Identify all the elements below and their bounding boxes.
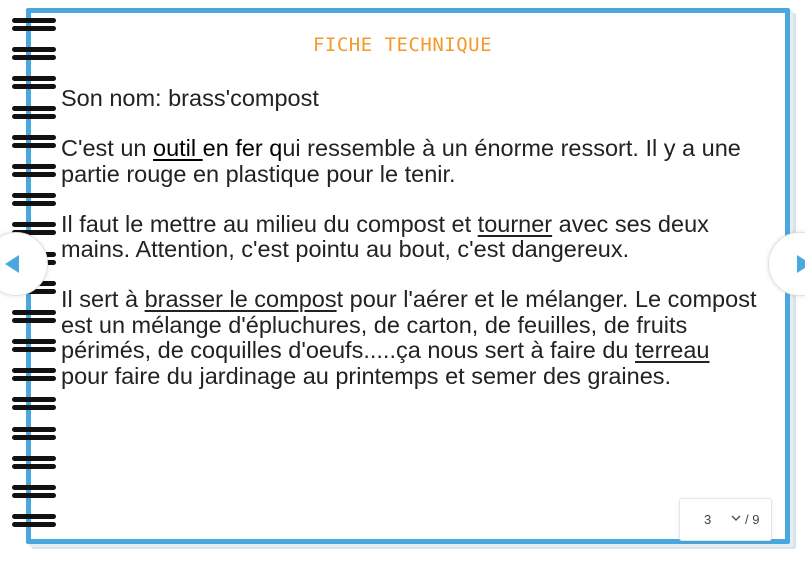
arrow-right-icon xyxy=(795,254,805,274)
paragraph-name: Son nom: brass'compost xyxy=(61,85,319,111)
spiral-ring xyxy=(8,339,56,368)
text-segment: en fer q xyxy=(202,135,283,161)
text-segment: Il faut le mettre au milieu du compost et xyxy=(61,210,478,237)
chevron-down-icon[interactable] xyxy=(730,512,742,524)
spiral-ring xyxy=(8,310,56,339)
total-pages: / 9 xyxy=(745,512,760,527)
spiral-ring xyxy=(8,106,56,135)
text-segment: t pour l'aérer et le mélanger. Le compost est un mélange d'épluchures, de carton, de feuilles, de fruits périmés, de coquilles d'oeufs.....ça nous sert à faire du xyxy=(61,286,757,363)
underlined-word: brasser le compos xyxy=(144,286,337,312)
spiral-ring xyxy=(8,164,56,193)
underlined-word: tourner xyxy=(477,210,553,237)
spiral-ring xyxy=(8,368,56,397)
spiral-ring xyxy=(8,135,56,164)
spiral-ring xyxy=(8,397,56,426)
current-page-number[interactable]: 3 xyxy=(704,512,712,527)
underlined-word: terreau xyxy=(635,337,710,363)
text-segment: Il sert à xyxy=(61,286,145,312)
text-segment: C'est un xyxy=(61,135,154,161)
arrow-left-icon xyxy=(3,254,21,274)
paragraph-description xyxy=(61,136,761,187)
underlined-word: outil xyxy=(153,135,203,161)
spiral-ring xyxy=(8,76,56,105)
text-segment: pour faire du jardinage au printemps et semer des graines. xyxy=(61,362,672,389)
page-content xyxy=(61,86,761,414)
paragraph-usage xyxy=(61,212,761,263)
spiral-ring xyxy=(8,514,56,543)
page-selector[interactable] xyxy=(679,498,772,541)
spiral-ring xyxy=(8,193,56,222)
spiral-ring xyxy=(8,456,56,485)
spiral-ring xyxy=(8,427,56,456)
text-segment: ui ressemble à un énorme ressort. Il y a une partie rouge en plastique pour le tenir. xyxy=(61,135,741,187)
page-title: FICHE TECHNIQUE xyxy=(312,34,493,56)
text-segment: avec ses deux mains. Attention, c'est pointu au bout, c'est dangereux. xyxy=(61,210,709,262)
spiral-ring xyxy=(8,485,56,514)
paragraph-purpose xyxy=(61,287,761,389)
